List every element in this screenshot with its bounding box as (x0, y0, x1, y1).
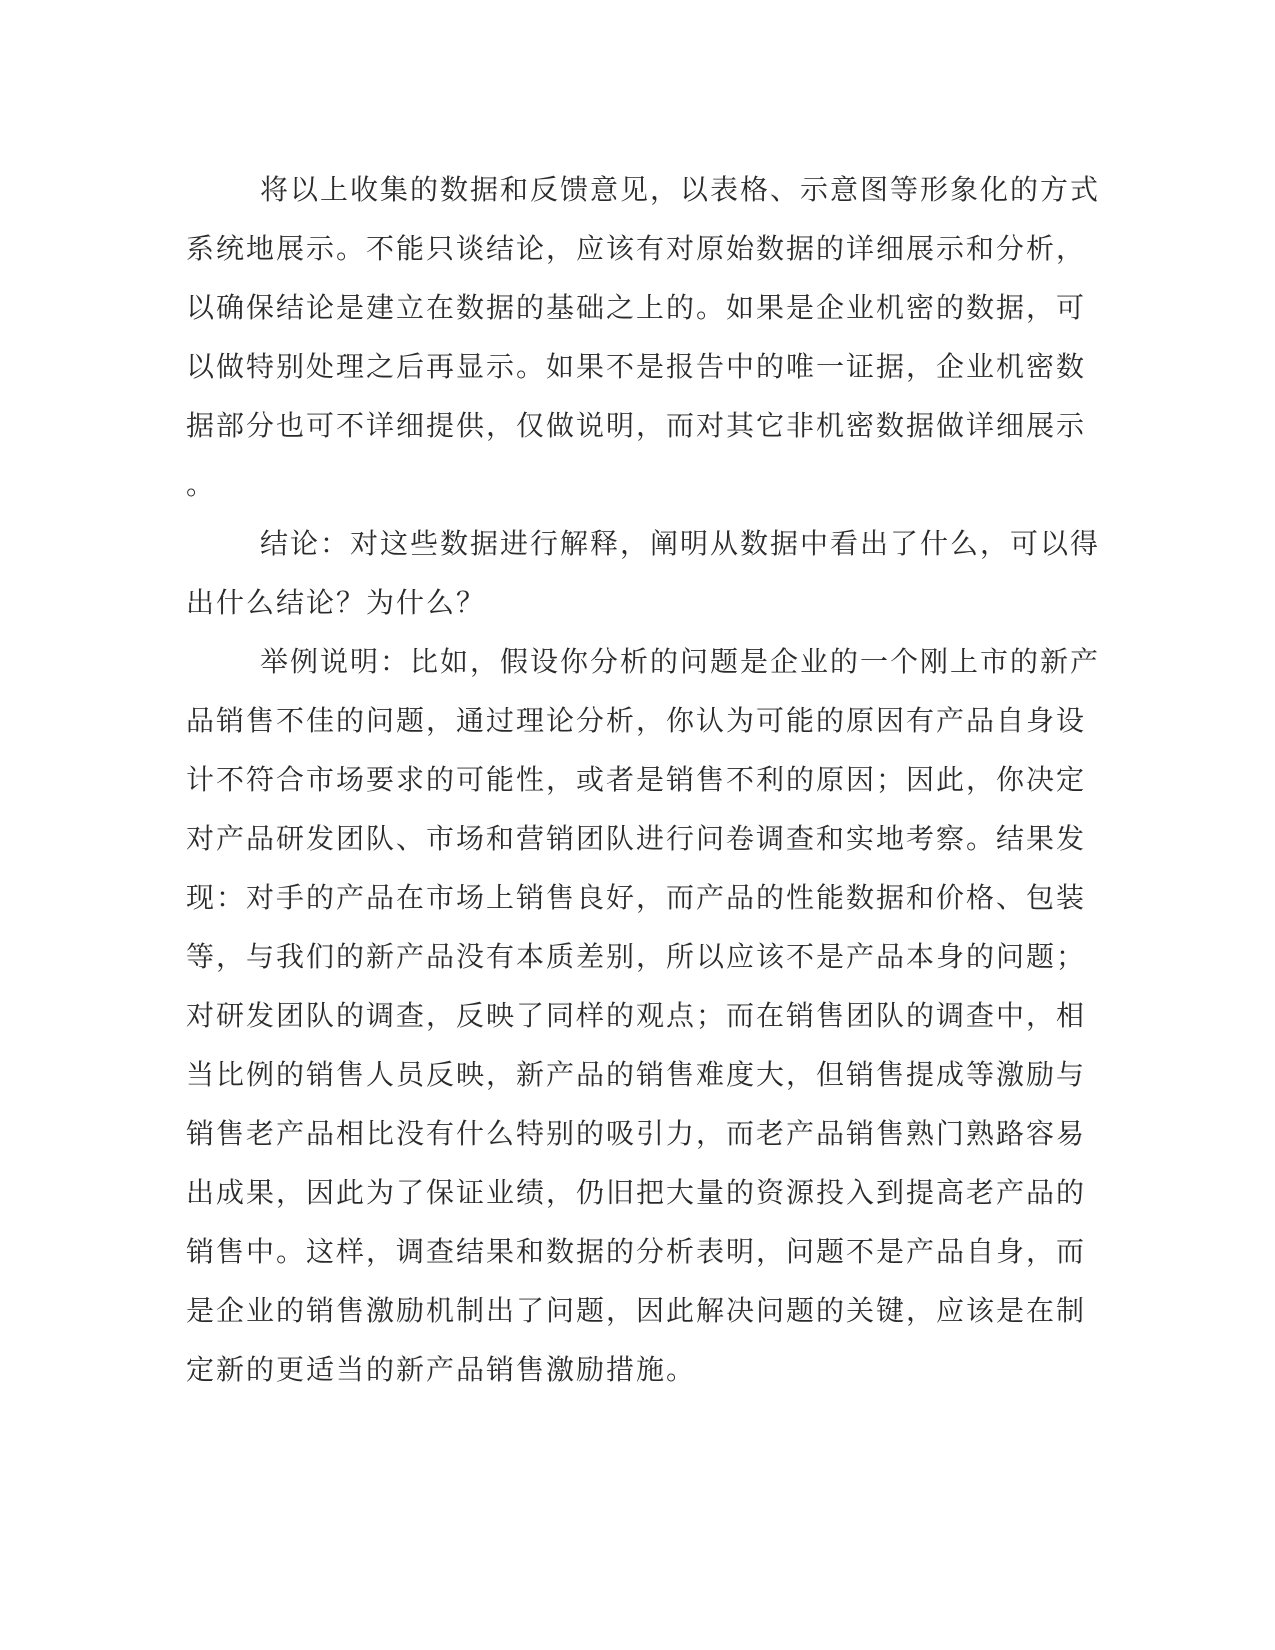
text-line: 等，与我们的新产品没有本质差别，所以应该不是产品本身的问题； (186, 940, 1087, 973)
text-line: 以做特别处理之后再显示。如果不是报告中的唯一证据，企业机密数 (186, 350, 1087, 383)
text-line: 结论：对这些数据进行解释，阐明从数据中看出了什么，可以得 (260, 527, 1101, 560)
text-line: 举例说明：比如，假设你分析的问题是企业的一个刚上市的新产 (260, 645, 1101, 678)
text-line: 定新的更适当的新产品销售激励措施。 (186, 1353, 697, 1386)
text-line: 计不符合市场要求的可能性，或者是销售不利的原因；因此，你决定 (186, 763, 1087, 796)
text-line: 现：对手的产品在市场上销售良好，而产品的性能数据和价格、包装 (186, 881, 1087, 914)
text-line: 出成果，因此为了保证业绩，仍旧把大量的资源投入到提高老产品的 (186, 1176, 1087, 1209)
text-line: 品销售不佳的问题，通过理论分析，你认为可能的原因有产品自身设 (186, 704, 1087, 737)
text-line: 当比例的销售人员反映，新产品的销售难度大，但销售提成等激励与 (186, 1058, 1087, 1091)
text-line: 。 (186, 468, 217, 501)
text-line: 销售中。这样，调查结果和数据的分析表明，问题不是产品自身，而 (186, 1235, 1087, 1268)
text-line: 系统地展示。不能只谈结论，应该有对原始数据的详细展示和分析， (186, 232, 1087, 265)
text-line: 销售老产品相比没有什么特别的吸引力，而老产品销售熟门熟路容易 (186, 1117, 1087, 1150)
text-line: 是企业的销售激励机制出了问题，因此解决问题的关键，应该是在制 (186, 1294, 1087, 1327)
text-line: 据部分也可不详细提供，仅做说明，而对其它非机密数据做详细展示 (186, 409, 1087, 442)
text-line: 出什么结论？为什么？ (186, 586, 487, 619)
text-line: 对研发团队的调查，反映了同样的观点；而在销售团队的调查中，相 (186, 999, 1087, 1032)
text-line: 对产品研发团队、市场和营销团队进行问卷调查和实地考察。结果发 (186, 822, 1087, 855)
body-text (186, 160, 1101, 1399)
text-line: 将以上收集的数据和反馈意见，以表格、示意图等形象化的方式 (260, 173, 1101, 206)
text-line: 以确保结论是建立在数据的基础之上的。如果是企业机密的数据，可 (186, 291, 1087, 324)
